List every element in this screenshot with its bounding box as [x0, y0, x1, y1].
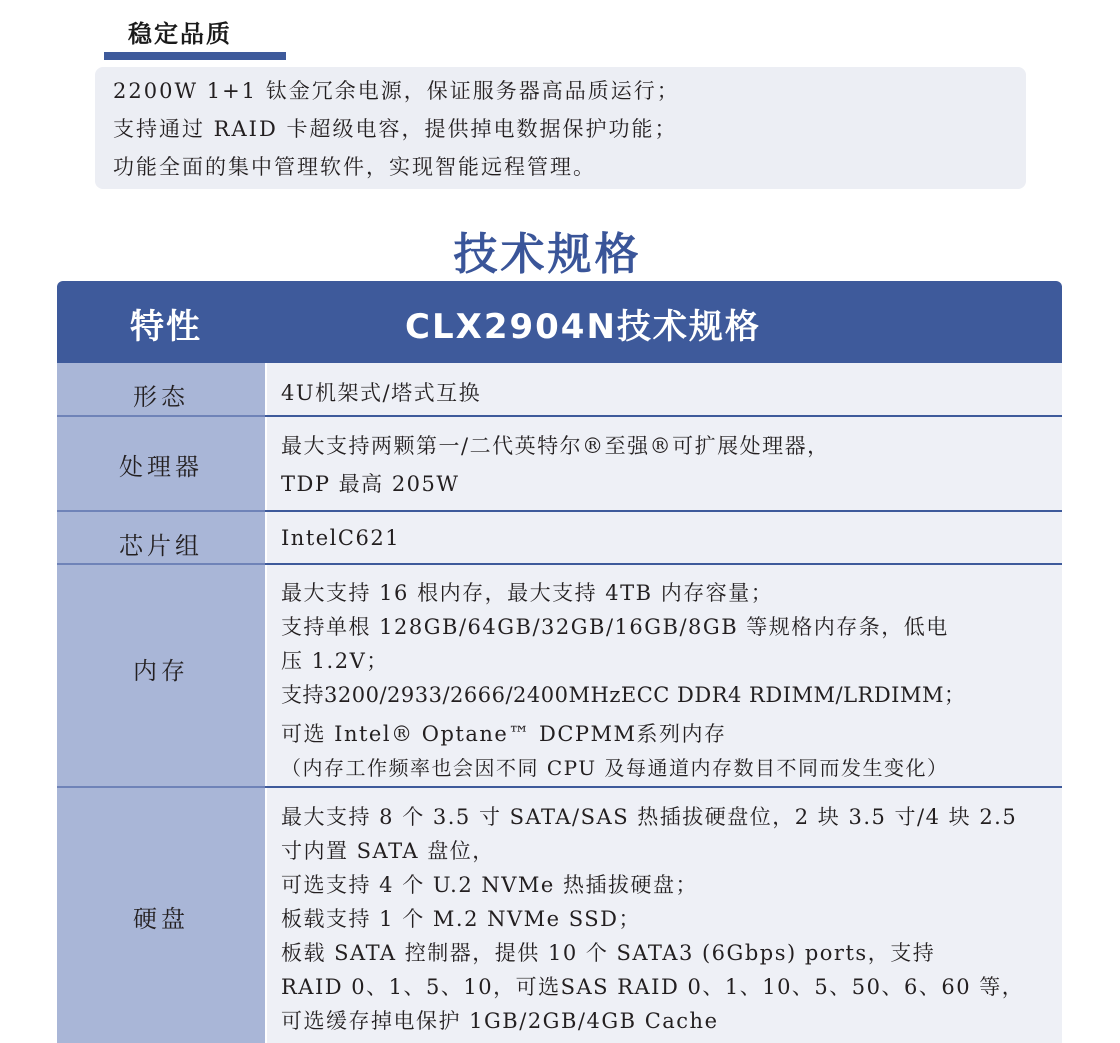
row-value-line: （内存工作频率也会因不同 CPU 及每通道内存数目不同而发生变化） — [281, 756, 949, 780]
row-value-line: 板载 SATA 控制器，提供 10 个 SATA3 (6Gbps) ports，支持 — [281, 941, 936, 965]
quality-line: 功能全面的集中管理软件，实现智能远程管理。 — [113, 155, 596, 179]
spec-table — [57, 281, 1062, 1041]
row-label-processor: 处理器 — [119, 453, 203, 481]
row-value-line: 可选缓存掉电保护 1GB/2GB/4GB Cache — [281, 1009, 719, 1033]
quality-title-underline — [104, 52, 286, 60]
row-divider — [265, 415, 1062, 417]
quality-section-heading — [104, 8, 286, 60]
row-label-storage: 硬盘 — [133, 905, 189, 933]
row-value-line: 支持3200/2933/2666/2400MHzECC DDR4 RDIMM/LRDIMM； — [281, 683, 966, 707]
row-value-line: 最大支持两颗第一/二代英特尔®至强®可扩展处理器， — [281, 434, 830, 458]
quality-description-box — [95, 67, 1026, 189]
row-value-line: 4U机架式/塔式互换 — [281, 381, 482, 405]
row-divider — [265, 786, 1062, 788]
row-value-line: 可选 Intel® Optane™ DCPMM系列内存 — [281, 722, 727, 746]
row-value-line: 可选支持 4 个 U.2 NVMe 热插拔硬盘； — [281, 873, 699, 897]
row-divider — [265, 510, 1062, 512]
row-value-line: 最大支持 16 根内存，最大支持 4TB 内存容量； — [281, 581, 774, 605]
quality-line: 2200W 1+1 钛金冗余电源，保证服务器高品质运行； — [113, 79, 680, 103]
row-label-form: 形态 — [133, 383, 189, 411]
table-header — [57, 281, 1062, 363]
row-divider — [57, 415, 265, 417]
quality-line: 支持通过 RAID 卡超级电容，提供掉电数据保护功能； — [113, 117, 678, 141]
row-value-line: 最大支持 8 个 3.5 寸 SATA/SAS 热插拔硬盘位，2 块 3.5 寸/4 块 2.5 — [281, 805, 1018, 829]
header-spec: CLX2904N技术规格 — [405, 307, 761, 347]
row-value-line: 寸内置 SATA 盘位， — [281, 839, 495, 863]
header-feature: 特性 — [130, 307, 202, 347]
quality-title: 稳定品质 — [128, 19, 232, 48]
row-divider — [265, 563, 1062, 565]
row-value-line: 板载支持 1 个 M.2 NVMe SSD； — [281, 907, 641, 931]
row-label-memory: 内存 — [133, 657, 189, 685]
spec-section-title: 技术规格 — [453, 229, 642, 280]
row-divider — [57, 786, 265, 788]
column-divider — [265, 363, 267, 1043]
row-divider — [57, 510, 265, 512]
row-value-line: TDP 最高 205W — [281, 472, 460, 496]
row-label-chipset: 芯片组 — [119, 532, 203, 560]
row-value-line: 压 1.2V； — [281, 649, 389, 673]
row-divider — [57, 563, 265, 565]
row-value-line: IntelC621 — [281, 526, 401, 550]
row-value-line: 支持单根 128GB/64GB/32GB/16GB/8GB 等规格内存条，低电 — [281, 615, 949, 639]
row-value-line: RAID 0、1、5、10，可选SAS RAID 0、1、10、5、50、6、60 等， — [281, 975, 1025, 999]
